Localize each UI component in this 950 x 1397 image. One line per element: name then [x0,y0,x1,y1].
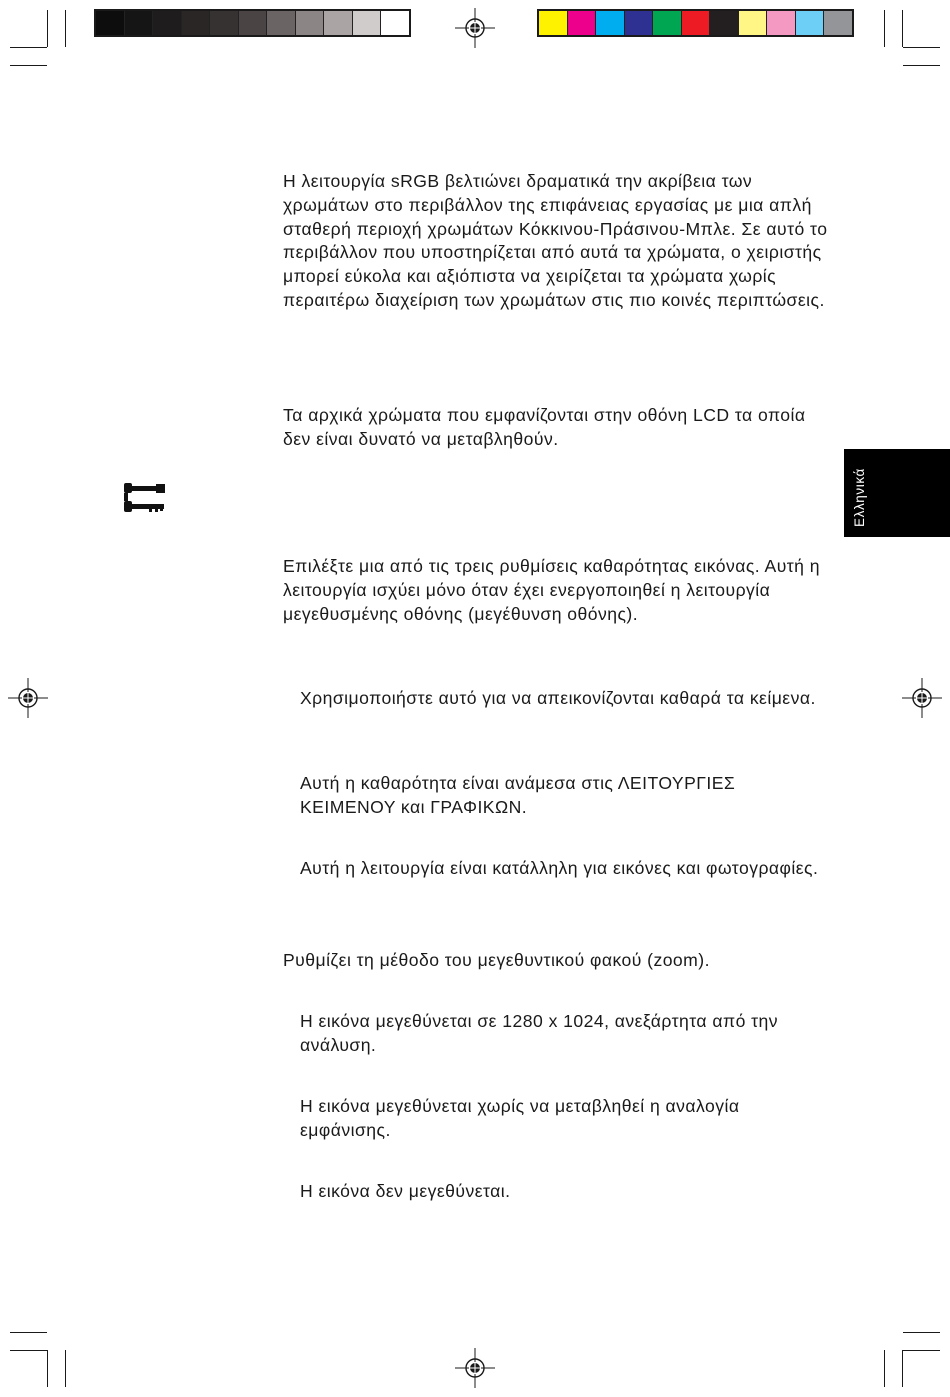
color-swatch [824,11,852,35]
sharpness-normal-item: Αυτή η καθαρότητα είναι ανάμεσα στις ΛΕΙΤΟΥΡΓΙΕΣ ΚΕΙΜΕΝΟΥ και ΓΡΑΦΙΚΩΝ. [300,773,736,817]
zoom-aspect-item: Η εικόνα μεγεθύνεται χωρίς να μεταβληθεί η αναλογία εμφάνισης. [300,1096,740,1140]
registration-mark-icon [455,8,495,48]
color-swatch [767,11,796,35]
grayscale-color-bar [94,9,411,37]
color-swatch [125,11,154,35]
color-swatch [267,11,296,35]
color-swatch [568,11,597,35]
color-swatch [596,11,625,35]
color-swatch [239,11,268,35]
color-swatch [210,11,239,35]
zoom-full-item: Η εικόνα μεγεθύνεται σε 1280 x 1024, ανεξάρτητα από την ανάλυση. [300,1011,779,1055]
registration-mark-icon [8,678,48,718]
registration-mark-icon [455,1348,495,1388]
color-swatch [625,11,654,35]
color-swatch [296,11,325,35]
native-color-description: Τα αρχικά χρώματα που εμφανίζονται στην οθόνη LCD τα οποία δεν είναι δυνατό να μεταβληθούν. [283,405,806,449]
language-tab-label: Ελληνικά [852,468,867,527]
sharpness-description: Επιλέξτε μια από τις τρεις ρυθμίσεις καθαρότητας εικόνας. Αυτή η λειτουργία ισχύει μόνο όταν έχει ενεργοποιηθεί η λειτουργία μεγεθυσμένης οθόνης (μεγέθυνση οθόνης). [283,556,820,624]
registration-mark-icon [902,678,942,718]
color-swatch [710,11,739,35]
wrench-key-icon [123,481,167,515]
zoom-off-item: Η εικόνα δεν μεγεθύνεται. [300,1181,511,1201]
process-color-bar [537,9,854,37]
color-swatch [739,11,768,35]
color-swatch [539,11,568,35]
color-swatch [353,11,382,35]
color-swatch [796,11,825,35]
sharpness-text-item: Χρησιμοποιήστε αυτό για να απεικονίζονται καθαρά τα κείμενα. [300,688,816,708]
sharpness-graphics-item: Αυτή η λειτουργία είναι κατάλληλη για εικόνες και φωτογραφίες. [300,858,819,878]
color-swatch [682,11,711,35]
zoom-description: Ρυθμίζει τη μέθοδο του μεγεθυντικού φακού (zoom). [283,950,710,970]
color-swatch [153,11,182,35]
color-swatch [653,11,682,35]
color-swatch [381,11,409,35]
color-swatch [96,11,125,35]
language-tab [844,449,950,537]
color-swatch [182,11,211,35]
color-swatch [324,11,353,35]
srgb-description: Η λειτουργία sRGB βελτιώνει δραματικά την ακρίβεια των χρωμάτων στο περιβάλλον της επιφάνειας εργασίας με μια απλή σταθερή περιοχή χρωμάτων Κόκκινου-Πράσινου-Μπλε. Σε αυτό το περιβάλλον που υποστηρίζεται από αυτά τα χρώματα, ο χειριστής μπορεί εύκολα και αξιόπιστα να χειρίζεται τα χρώματα χωρίς περαιτέρω διαχείριση των χρωμάτων στις πιο κοινές περιπτώσεις. [283,171,828,310]
